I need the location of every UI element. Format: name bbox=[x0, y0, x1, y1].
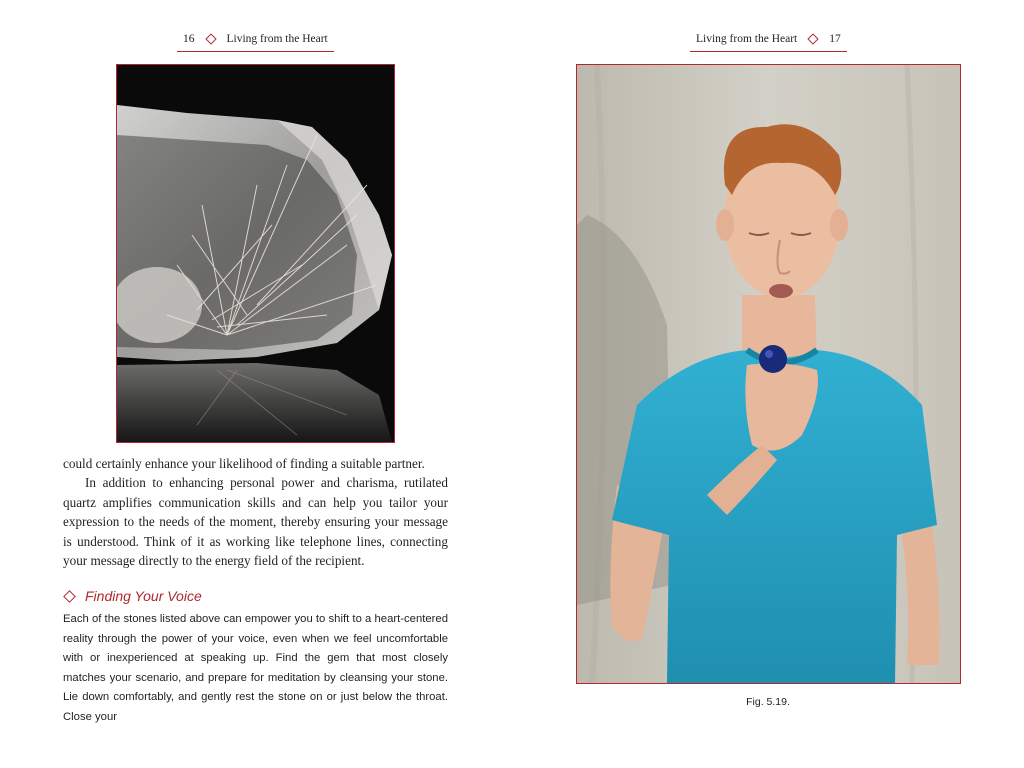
diamond-ornament-icon bbox=[808, 33, 819, 44]
diamond-bullet-icon bbox=[63, 590, 76, 603]
rutilated-quartz-photo bbox=[116, 64, 395, 443]
running-head-title-left: Living from the Heart bbox=[226, 33, 328, 45]
body-text bbox=[63, 454, 448, 570]
paragraph-rutilated-quartz: In addition to enhancing personal power and charisma, rutilated quartz amplifies communication skills and can help you tailor your expression to the needs of the moment, thereby ensuring your message is understood. Think of it as working like telephone lines, connecting your message directly to the energy field of the recipient. bbox=[63, 475, 448, 569]
section-heading-text: Finding Your Voice bbox=[85, 588, 202, 604]
section-heading bbox=[63, 588, 202, 604]
page-number-left: 16 bbox=[183, 33, 195, 45]
running-head-left bbox=[177, 30, 334, 52]
paragraph-continuation: could certainly enhance your likelihood of finding a suitable partner. bbox=[63, 456, 425, 471]
running-head-right bbox=[690, 30, 847, 52]
running-head-title-right: Living from the Heart bbox=[696, 33, 798, 45]
section-body-text: Each of the stones listed above can empower you to shift to a heart-centered reality through the power of your voice, even when we feel uncomfortable with or inexperienced at speaking up. Find the gem that most closely matches your scenario, and prepare for meditation by cleansing your stone. Lie down comfortably, and gently rest the stone on or just below the throat. Close your bbox=[63, 613, 448, 723]
figure-caption: Fig. 5.19. bbox=[746, 696, 790, 708]
man-throat-stone-photo bbox=[576, 64, 961, 684]
right-page bbox=[512, 0, 1024, 768]
page-number-right: 17 bbox=[829, 33, 841, 45]
diamond-ornament-icon bbox=[205, 33, 216, 44]
